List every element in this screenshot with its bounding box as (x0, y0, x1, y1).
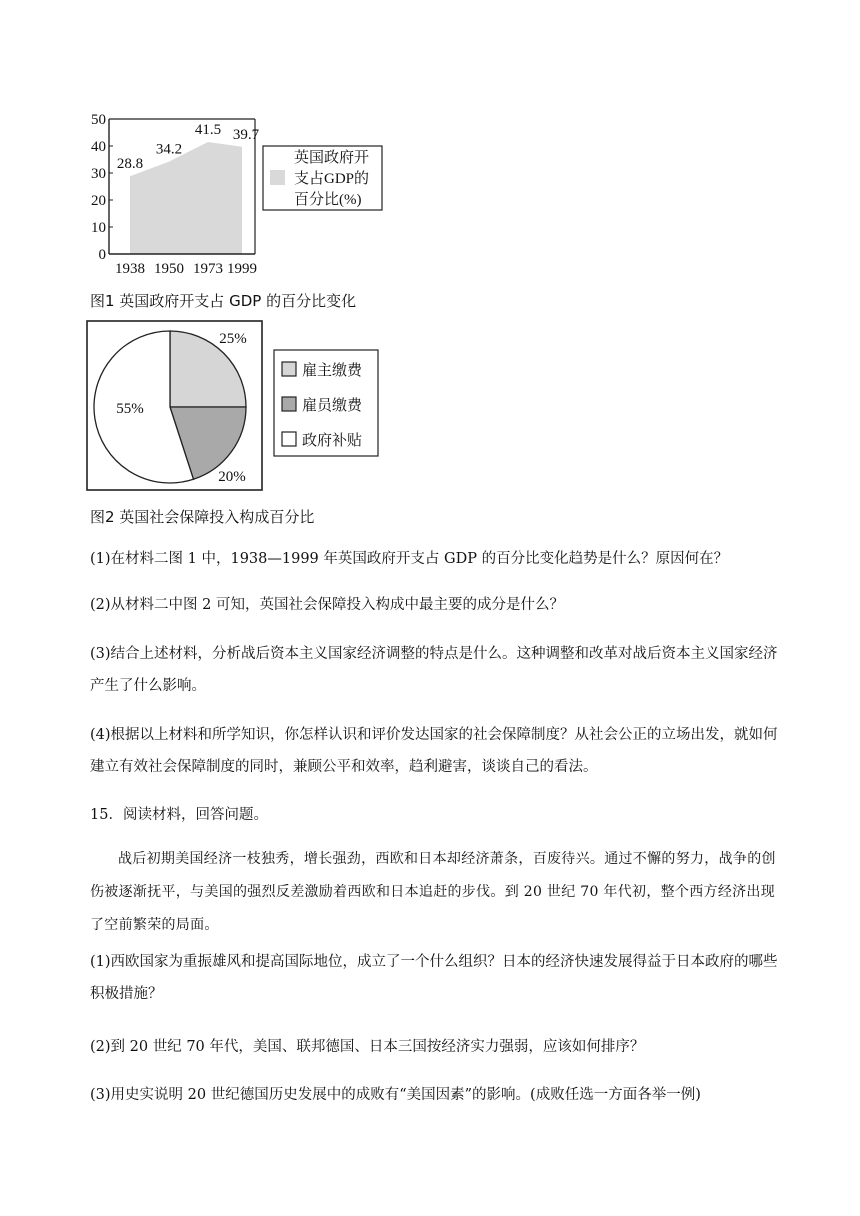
question-15-1: (1)西欧国家为重振雄风和提高国际地位，成立了一个什么组织？日本的经济快速发展得益于日本政府的哪些积极措施？ (90, 954, 778, 1002)
legend-line: 英国政府开 (294, 150, 370, 166)
legend-swatch (282, 397, 296, 411)
question-15-heading: 15．阅读材料，回答问题。 (90, 807, 268, 823)
pie-legend (274, 350, 378, 456)
social-security-pie-chart (86, 320, 386, 492)
area-chart-legend (263, 146, 382, 210)
y-tick-label: 20 (91, 193, 106, 209)
question-15-2: (2)到 20 世纪 70 年代，美国、联邦德国、日本三国按经济实力强弱，应该如何排序？ (90, 1039, 645, 1055)
x-tick-label: 1938 (115, 261, 145, 277)
gdp-area-chart (80, 108, 390, 278)
data-label: 34.2 (155, 141, 183, 158)
data-label: 28.8 (116, 156, 144, 173)
data-label: 41.5 (194, 121, 222, 138)
figure2-caption: 图2 英国社会保障投入构成百分比 (90, 508, 315, 526)
legend-swatch (282, 362, 296, 376)
y-tick-label: 50 (91, 112, 106, 128)
y-tick-label: 30 (91, 166, 106, 182)
question-14-2: (2)从材料二中图 2 可知，英国社会保障投入构成中最主要的成分是什么？ (90, 597, 564, 613)
question-14-1: (1)在材料二图 1 中，1938—1999 年英国政府开支占 GDP 的百分比变化趋势是什么？原因何在？ (90, 551, 729, 567)
legend-label: 雇员缴费 (302, 398, 363, 414)
pie-slice-label: 25% (219, 331, 247, 347)
y-tick-label: 10 (91, 220, 106, 236)
y-tick-label: 0 (98, 247, 106, 263)
legend-line: 百分比(%) (294, 192, 362, 208)
x-tick-label: 1973 (193, 261, 223, 277)
area-series (130, 142, 242, 254)
question-15-3: (3)用史实说明 20 世纪德国历史发展中的成败有“美国因素”的影响。(成败任选一方面各举一例) (90, 1087, 701, 1103)
legend-swatch (270, 170, 285, 185)
legend-label: 政府补贴 (302, 433, 363, 449)
x-tick-label: 1999 (227, 261, 257, 277)
question-14-4: (4)根据以上材料和所学知识，你怎样认识和评价发达国家的社会保障制度？从社会公正的立场出发，就如何建立有效社会保障制度的同时，兼顾公平和效率，趋利避害，谈谈自己的看法。 (90, 727, 778, 775)
legend-swatch (282, 432, 296, 446)
data-label: 39.7 (232, 126, 260, 143)
area-chart-plot (91, 112, 260, 277)
pie-slice-label: 20% (218, 469, 246, 485)
question-15-material: 战后初期美国经济一枝独秀，增长强劲，西欧和日本却经济萧条，百废待兴。通过不懈的努力，战争的创伤被逐渐抚平，与美国的强烈反差激励着西欧和日本追赶的步伐。到 20 世纪 70 年代初，整个西方经济出现了空前繁荣的局面。 (90, 851, 776, 933)
figure1-caption: 图1 英国政府开支占 GDP 的百分比变化 (90, 292, 357, 310)
question-14-3: (3)结合上述材料，分析战后资本主义国家经济调整的特点是什么。这种调整和改革对战后资本主义国家经济产生了什么影响。 (90, 646, 778, 694)
legend-line: 支占GDP的 (294, 171, 370, 187)
legend-label: 雇主缴费 (302, 363, 363, 379)
x-tick-label: 1950 (154, 261, 184, 277)
pie-slice-label: 55% (116, 401, 144, 417)
y-tick-label: 40 (91, 139, 106, 155)
